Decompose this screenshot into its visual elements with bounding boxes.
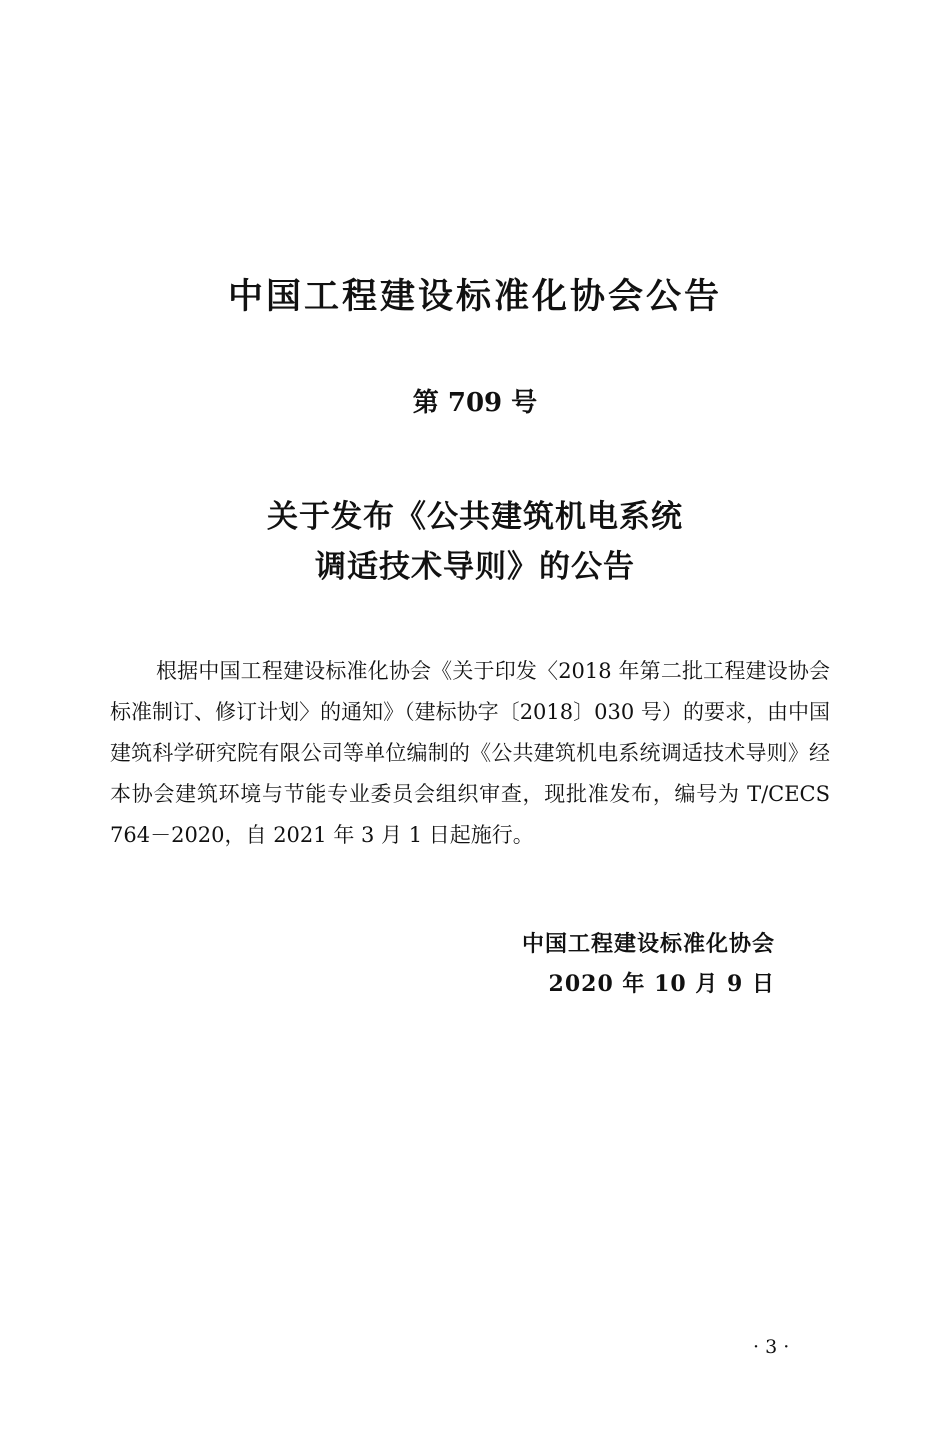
organization-title: 中国工程建设标准化协会公告 [227, 277, 722, 317]
signature-organization: 中国工程建设标准化协会 [521, 932, 775, 957]
signature-block [522, 926, 775, 1004]
signature-date: 2020 年 10 月 9 日 [548, 971, 775, 997]
notice-number: 第 709 号 [412, 388, 538, 418]
notice-subject-line-2: 调适技术导则》的公告 [315, 549, 635, 585]
notice-subject-line-1: 关于发布《公共建筑机电系统 [267, 499, 683, 535]
notice-body-paragraph: 根据中国工程建设标准化协会《关于印发〈2018 年第二批工程建设协会标准制订、修订计划〉的通知》（建标协字〔2018〕030 号）的要求，由中国建筑科学研究院有限公司等单位编制的《公共建筑机电系统调适技术导则》经本协会建筑环境与节能专业委员会组织审查，现批准发布，编号为 T/CECS 764－2020，自 2021 年 3 月 1 日起施行。 [110, 659, 830, 847]
page-number: · 3 · [753, 1336, 790, 1358]
notice-subject [0, 492, 950, 592]
